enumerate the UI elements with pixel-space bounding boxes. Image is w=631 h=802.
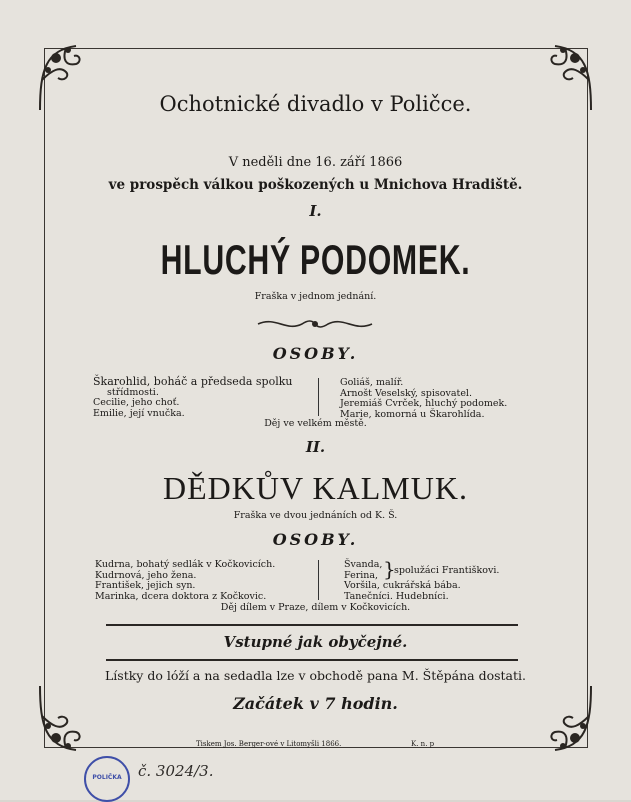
- rule-bottom: [106, 659, 518, 661]
- play2-cast-note: spolužáci Františkovi.: [394, 565, 500, 576]
- divider-ornament: [256, 316, 374, 332]
- cast-member: Voršila, cukrářská bába.: [344, 580, 461, 591]
- play2-cast-heading: OSOBY.: [272, 530, 359, 549]
- cast-member: střídmosti.: [107, 386, 159, 398]
- theatre-name: Ochotnické divadlo v Poličce.: [159, 92, 472, 116]
- stamp-text: POLIČKA: [92, 774, 122, 781]
- play1-setting: Děj ve velkém městě.: [264, 418, 367, 429]
- cast-member: Jeremiáš Cvrček, hluchý podomek.: [340, 398, 508, 409]
- play1-cast-left: [93, 377, 293, 419]
- cast-member: Marinka, dcera doktora z Kočkovic.: [95, 590, 267, 602]
- tickets-info: Lístky do lóží a na sedadla lze v obchodě pana M. Štěpána dostati.: [105, 668, 526, 683]
- admission: Vstupné jak obyčejné.: [223, 633, 408, 651]
- cast-member: František, jejich syn.: [95, 580, 196, 591]
- rule-top: [106, 624, 518, 626]
- play2-title: DĚDKŮV KALMUK.: [163, 470, 468, 506]
- cast-member: Kudrna, bohatý sedlák v Kočkovicích.: [95, 559, 276, 570]
- cast-divider: [318, 378, 319, 416]
- shelf-mark: č. 3024/3.: [138, 762, 214, 780]
- play1-number: I.: [309, 202, 322, 220]
- benefit-line: ve prospěch válkou poškozených u Mnichova Hradiště.: [108, 177, 523, 193]
- printer-line: Tiskem Jos. Berger-ové v Litomyšli 1866.: [196, 740, 342, 748]
- library-stamp: [84, 756, 130, 802]
- play2-setting: Děj dílem v Praze, dílem v Kočkovicích.: [220, 602, 411, 613]
- start-time: Začátek v 7 hodin.: [233, 694, 398, 713]
- play2-subtitle: Fraška ve dvou jednáních od K. Š.: [233, 510, 398, 521]
- date-line: V neděli dne 16. září 1866: [228, 155, 403, 170]
- cast-member: Škarohlid, boháč a předseda spolku: [93, 375, 293, 388]
- cast-member: Goliáš, malíř.: [340, 377, 404, 388]
- cast-member: Tanečníci. Hudebníci.: [344, 590, 449, 602]
- play2-number: II.: [305, 438, 326, 456]
- play1-cast-heading: OSOBY.: [272, 344, 359, 363]
- brace: }: [383, 557, 396, 581]
- cast-divider: [318, 560, 319, 600]
- cast-member: Arnošt Veselský, spisovatel.: [340, 387, 472, 399]
- cast-member: Kudrnová, jeho žena.: [95, 569, 197, 581]
- cast-member: Ferina,: [344, 569, 379, 581]
- play1-title: HLUCHÝ PODOMEK.: [160, 236, 471, 283]
- printer-code: K. n. p: [411, 740, 435, 748]
- play2-cast-left: [95, 560, 275, 602]
- cast-member: Marie, komorná u Škarohlída.: [340, 408, 485, 420]
- cast-member: Emilie, její vnučka.: [93, 407, 185, 419]
- cast-member: Švanda,: [344, 559, 383, 570]
- cast-member: Cecilie, jeho choť.: [93, 397, 180, 408]
- play1-subtitle: Fraška v jednom jednání.: [254, 291, 377, 302]
- play1-cast-right: [340, 378, 507, 420]
